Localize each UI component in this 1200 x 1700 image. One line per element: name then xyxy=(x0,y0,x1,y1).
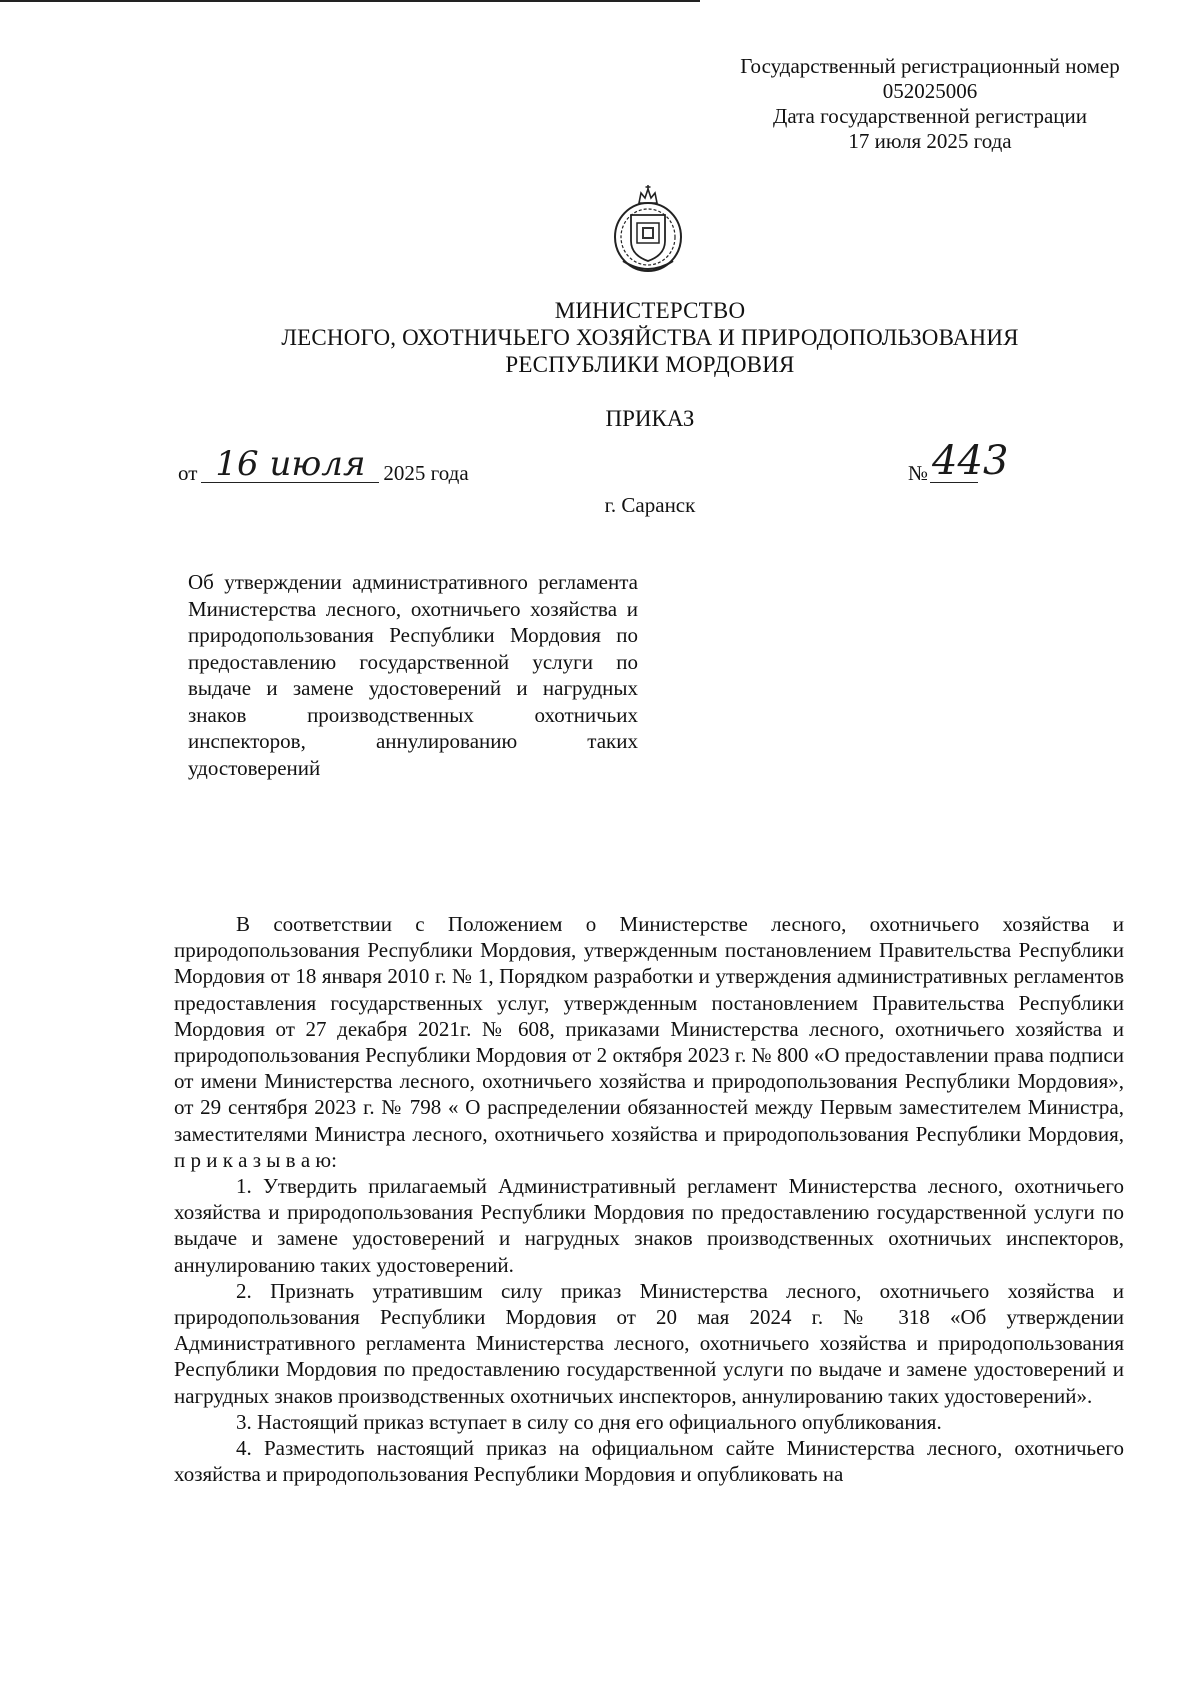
city: г. Саранск xyxy=(604,493,696,517)
ministry-line-2: ЛЕСНОГО, ОХОТНИЧЬЕГО ХОЗЯЙСТВА И ПРИРОДОПОЛЬЗОВАНИЯ xyxy=(281,325,1019,350)
handwritten-number: 443 xyxy=(932,438,1009,484)
order-item-4: 4. Разместить настоящий приказ на официальном сайте Министерства лесного, охотничьего хозяйства и природопользования Республики Мордовия и опубликовать на xyxy=(174,1436,1124,1487)
date-prefix: от xyxy=(178,461,198,485)
registration-date-label: Дата государственной регистрации xyxy=(773,104,1087,128)
date-suffix: 2025 года xyxy=(383,461,469,485)
order-item-1: 1. Утвердить прилагаемый Административный регламент Министерства лесного, охотничьего хозяйства и природопользования Республики Мордовия по предоставлению государственной услуги по выдаче и замене удостоверений и нагрудных знаков производственных охотничьих инспекторов, аннулированию таких удостоверений. xyxy=(174,1174,1124,1277)
ministry-header xyxy=(150,297,1150,378)
coat-of-arms-icon xyxy=(609,185,687,275)
number-prefix: № xyxy=(908,461,929,485)
registration-label: Государственный регистрационный номер xyxy=(740,54,1120,78)
ministry-line-3: РЕСПУБЛИКИ МОРДОВИЯ xyxy=(505,352,795,377)
date-line xyxy=(178,444,469,486)
document-type: ПРИКАЗ xyxy=(605,406,695,431)
order-item-3: 3. Настоящий приказ вступает в силу со дня его официального опубликования. xyxy=(236,1409,942,1434)
order-item-2: 2. Признать утратившим силу приказ Министерства лесного, охотничьего хозяйства и природопользования Республики Мордовия от 20 мая 2024 г. № 318 «Об утверждении Административного регламента Министерства лесного, охотничьего хозяйства и природопользования Республики Мордовия по предоставлению государственной услуги по выдаче и замене удостоверений и нагрудных знаков производственных охотничьих инспекторов, аннулированию таких удостоверений». xyxy=(174,1278,1124,1408)
scan-edge-line xyxy=(0,0,700,2)
number-line xyxy=(908,438,1009,486)
registration-number: 052025006 xyxy=(882,79,978,103)
ministry-line-1: МИНИСТЕРСТВО xyxy=(554,298,746,323)
registration-date: 17 июля 2025 года xyxy=(848,129,1012,153)
order-body xyxy=(174,911,1124,1487)
preamble-paragraph: В соответствии с Положением о Министерстве лесного, охотничьего хозяйства и природопользования Республики Мордовия, утвержденным постановлением Правительства Республики Мордовия от 18 января 2010 г. № 1, Порядком разработки и утверждения административных регламентов предоставления государственных услуг, утвержденным постановлением Правительства Республики Мордовия от 27 декабря 2021г. № 608, приказами Министерства лесного, охотничьего хозяйства и природопользования Республики Мордовия от 2 октября 2023 г. № 800 «О предоставлении права подписи от имени Министерства лесного, охотничьего хозяйства и природопользования Республики Мордовия», от 29 сентября 2023 г. № 798 « О распределении обязанностей между Первым заместителем Министра, заместителями Министра лесного, охотничьего хозяйства и природопользования Республики Мордовия, п р и к а з ы в а ю: xyxy=(174,912,1124,1172)
handwritten-date: 16 июля xyxy=(215,444,366,484)
order-subject: Об утверждении административного регламента Министерства лесного, охотничьего хозяйства и природопользования Республики Мордовия по предоставлению государственной услуги по выдаче и замене удостоверений и нагрудных знаков производственных охотничьих инспекторов, аннулированию таких удостоверений xyxy=(188,570,638,780)
registration-block xyxy=(690,54,1170,154)
number-blank xyxy=(930,438,1009,484)
date-blank xyxy=(201,444,379,484)
